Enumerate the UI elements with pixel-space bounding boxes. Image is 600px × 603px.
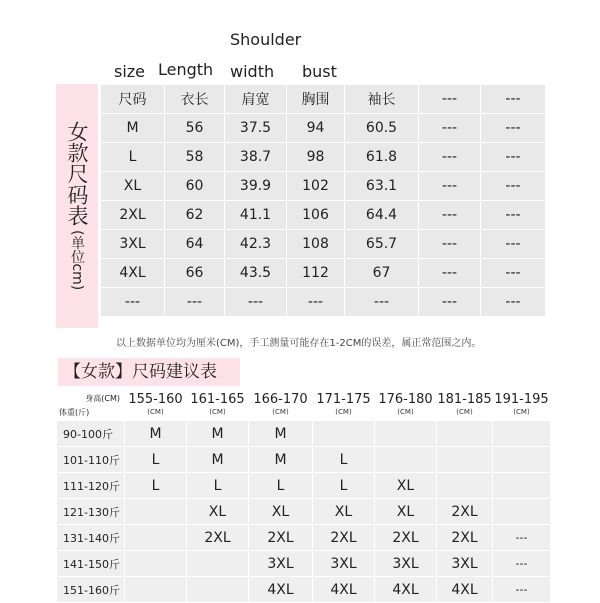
size-cell: M — [249, 421, 313, 447]
table-cell: 衣长 — [165, 85, 225, 114]
table-cell: --- — [481, 143, 546, 172]
table-row — [101, 259, 546, 288]
size-cell: M — [187, 421, 249, 447]
table-row — [57, 473, 551, 499]
table-cell: 4XL — [101, 259, 165, 288]
size-cell: XL — [375, 499, 437, 525]
table-row — [101, 143, 546, 172]
size-cell: 4XL — [313, 577, 375, 603]
size-cell: M — [249, 447, 313, 473]
table-row — [101, 201, 546, 230]
table-cell: --- — [481, 259, 546, 288]
table-cell: 60 — [165, 172, 225, 201]
table-header-row — [57, 390, 551, 421]
size-cell: --- — [493, 551, 551, 577]
size-cell — [125, 577, 187, 603]
table-row — [57, 499, 551, 525]
table-cell: 112 — [287, 259, 345, 288]
table-header-row — [101, 85, 546, 114]
table-cell: 102 — [287, 172, 345, 201]
size-cell — [375, 447, 437, 473]
height-range: 191-195 — [494, 392, 549, 407]
table-cell: 38.7 — [225, 143, 287, 172]
table-cell: 41.1 — [225, 201, 287, 230]
size-cell: --- — [493, 525, 551, 551]
table-cell: --- — [419, 172, 481, 201]
height-range: 161-165 — [190, 392, 245, 407]
table-cell: 39.9 — [225, 172, 287, 201]
size-cell — [493, 473, 551, 499]
table-cell: 106 — [287, 201, 345, 230]
table-row — [101, 288, 546, 317]
height-header-cell — [437, 390, 493, 421]
table-cell: --- — [419, 230, 481, 259]
table-cell: M — [101, 114, 165, 143]
table-cell: --- — [481, 201, 546, 230]
table-cell: --- — [345, 288, 419, 317]
size-cell: XL — [249, 499, 313, 525]
table-row — [101, 230, 546, 259]
size-cell — [187, 577, 249, 603]
height-range: 171-175 — [316, 392, 371, 407]
size-cell — [493, 421, 551, 447]
table-cell: 2XL — [101, 201, 165, 230]
side-title: 女款尺码表 — [65, 121, 89, 227]
weight-label: 141-150斤 — [57, 551, 125, 577]
size-cell: 2XL — [437, 525, 493, 551]
width-label: width — [230, 62, 275, 81]
size-cell: 3XL — [249, 551, 313, 577]
table-cell: --- — [419, 85, 481, 114]
side-unit: (单位cm) — [69, 230, 85, 291]
table-cell: 64.4 — [345, 201, 419, 230]
measurement-note: 以上数据单位均为厘米(CM)，手工测量可能存在1-2CM的误差，属正常范围之内。 — [116, 338, 482, 349]
weight-label: 151-160斤 — [57, 577, 125, 603]
weight-label: 101-110斤 — [57, 447, 125, 473]
height-header-cell — [375, 390, 437, 421]
height-header-cell — [493, 390, 551, 421]
table-cell: 64 — [165, 230, 225, 259]
table-row — [57, 525, 551, 551]
table-cell: 56 — [165, 114, 225, 143]
height-range: 155-160 — [128, 392, 183, 407]
table-cell: --- — [165, 288, 225, 317]
size-cell: XL — [375, 473, 437, 499]
size-cell — [437, 447, 493, 473]
height-unit: (CM) — [147, 408, 164, 416]
height-header-cell — [187, 390, 249, 421]
size-cell: 4XL — [437, 577, 493, 603]
size-cell — [437, 421, 493, 447]
side-title-block — [56, 84, 98, 328]
bust-label: bust — [302, 62, 337, 81]
table-cell: 肩宽 — [225, 85, 287, 114]
size-cell — [493, 447, 551, 473]
table-cell: --- — [481, 85, 546, 114]
size-cell: --- — [493, 577, 551, 603]
size-cell — [125, 525, 187, 551]
table-cell: 94 — [287, 114, 345, 143]
size-cell: 2XL — [187, 525, 249, 551]
table-cell: 3XL — [101, 230, 165, 259]
height-unit: (CM) — [335, 408, 352, 416]
weight-axis-label: 体重(斤) — [59, 408, 90, 417]
table-cell: 尺码 — [101, 85, 165, 114]
size-cell: M — [187, 447, 249, 473]
table-cell: --- — [419, 288, 481, 317]
table-cell: 67 — [345, 259, 419, 288]
height-axis-label: 身高(CM) — [85, 394, 120, 403]
size-label: size — [114, 62, 146, 81]
table-cell: XL — [101, 172, 165, 201]
table-cell: 43.5 — [225, 259, 287, 288]
size-cell — [125, 551, 187, 577]
table-cell: 63.1 — [345, 172, 419, 201]
size-cell: 3XL — [437, 551, 493, 577]
size-cell: L — [313, 473, 375, 499]
table-cell: L — [101, 143, 165, 172]
table-row — [57, 447, 551, 473]
size-cell: L — [313, 447, 375, 473]
height-header-cell — [125, 390, 187, 421]
table-cell: 胸围 — [287, 85, 345, 114]
table-cell: --- — [101, 288, 165, 317]
size-cell: 2XL — [249, 525, 313, 551]
table-cell: 42.3 — [225, 230, 287, 259]
height-range: 166-170 — [253, 392, 308, 407]
recommendation-banner: 【女款】尺码建议表 — [58, 358, 240, 386]
table-cell: 58 — [165, 143, 225, 172]
height-range: 176-180 — [378, 392, 433, 407]
table-row — [57, 551, 551, 577]
table-cell: 袖长 — [345, 85, 419, 114]
table-cell: 98 — [287, 143, 345, 172]
size-cell: 2XL — [375, 525, 437, 551]
recommendation-table — [56, 389, 551, 603]
height-header-cell — [313, 390, 375, 421]
size-cell: 3XL — [313, 551, 375, 577]
table-cell: 60.5 — [345, 114, 419, 143]
size-cell: 3XL — [375, 551, 437, 577]
size-cell — [493, 499, 551, 525]
table-row — [57, 421, 551, 447]
size-cell: 2XL — [313, 525, 375, 551]
size-cell: L — [125, 447, 187, 473]
table-cell: --- — [225, 288, 287, 317]
height-unit: (CM) — [456, 408, 473, 416]
size-cell: L — [125, 473, 187, 499]
table-row — [101, 114, 546, 143]
table-cell: 62 — [165, 201, 225, 230]
size-cell — [125, 499, 187, 525]
size-cell: M — [125, 421, 187, 447]
size-cell: 2XL — [437, 499, 493, 525]
size-cell: 4XL — [375, 577, 437, 603]
size-cell — [313, 421, 375, 447]
height-unit: (CM) — [272, 408, 289, 416]
table-cell: 65.7 — [345, 230, 419, 259]
weight-label: 111-120斤 — [57, 473, 125, 499]
weight-label: 121-130斤 — [57, 499, 125, 525]
height-range: 181-185 — [437, 392, 492, 407]
size-cell — [437, 473, 493, 499]
length-label: Length — [158, 60, 214, 79]
table-cell: --- — [419, 259, 481, 288]
size-cell — [187, 551, 249, 577]
height-unit: (CM) — [209, 408, 226, 416]
size-table — [100, 84, 546, 317]
table-cell: --- — [419, 201, 481, 230]
table-row — [101, 172, 546, 201]
height-unit: (CM) — [513, 408, 530, 416]
height-header-cell — [249, 390, 313, 421]
table-cell: 108 — [287, 230, 345, 259]
table-cell: --- — [481, 288, 546, 317]
size-cell — [375, 421, 437, 447]
size-cell: XL — [313, 499, 375, 525]
table-cell: --- — [481, 230, 546, 259]
height-unit: (CM) — [397, 408, 414, 416]
size-cell: 4XL — [249, 577, 313, 603]
table-cell: --- — [481, 172, 546, 201]
size-cell: L — [187, 473, 249, 499]
table-row — [57, 577, 551, 603]
table-cell: --- — [419, 114, 481, 143]
size-cell: L — [249, 473, 313, 499]
weight-label: 90-100斤 — [57, 421, 125, 447]
shoulder-label: Shoulder — [230, 30, 302, 49]
table-cell: 61.8 — [345, 143, 419, 172]
table-cell: --- — [419, 143, 481, 172]
weight-label: 131-140斤 — [57, 525, 125, 551]
size-cell: XL — [187, 499, 249, 525]
corner-cell — [57, 390, 125, 421]
table-cell: --- — [287, 288, 345, 317]
table-cell: 66 — [165, 259, 225, 288]
table-cell: 37.5 — [225, 114, 287, 143]
table-cell: --- — [481, 114, 546, 143]
